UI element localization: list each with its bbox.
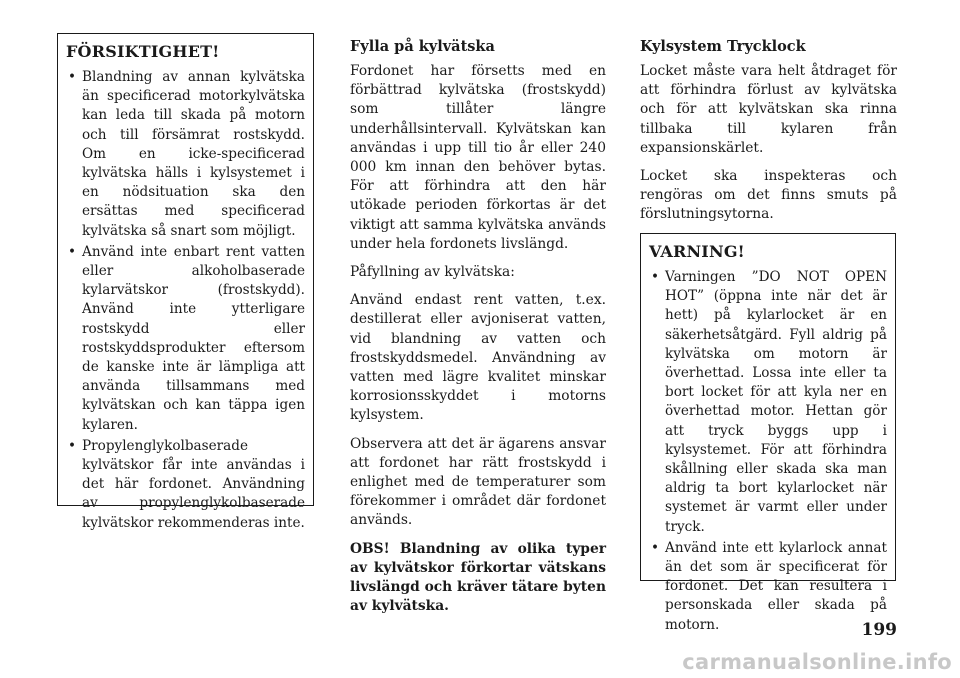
warning-item: • Varningen ”DO NOT OPEN HOT” (öppna inte när det är hett) på kylarlocket är en säkerhetsåtgärd. Fyll aldrig på kylvätska om motorn är överhettad. Lossa inte eller ta bort locket för att kyla ner en överhettad motor. Hettan gör att tryck byggs upp i kylsystemet. För att förhindra skållning eller skada ska man aldrig ta bort kylarlocket när systemet är varmt eller under tryck. <box>649 268 887 537</box>
paragraph: Observera att det är ägarens ansvar att fordonet har rätt frostskydd i enlighet med de temperaturer som förekommer i området där fordonet används. <box>350 435 606 529</box>
caution-list <box>66 68 305 533</box>
caution-box <box>57 33 314 531</box>
watermark: carmanualsonline.info <box>682 650 952 674</box>
caution-title: FÖRSIKTIGHET! <box>66 42 220 61</box>
paragraph: Locket måste vara helt åtdraget för att förhindra förlust av kylvätska och för att kylvätskan ska rinna tillbaka till kylaren från expansionskärlet. <box>640 63 897 156</box>
warning-item: • Använd inte ett kylarlock annat än det som är specificerat för fordonet. Det kan resultera i personskada eller skada på motorn. <box>649 539 887 635</box>
page-number: 199 <box>861 620 897 640</box>
warning-list <box>649 268 887 635</box>
warning-title: VARNING! <box>649 242 745 261</box>
note-paragraph: OBS! Blandning av olika typer av kylvätskor förkortar vätskans livslängd och kräver tätare byten av kylvätska. <box>350 540 606 615</box>
caution-item: • Propylenglykolbaserade kylvätskor får inte användas i det här fordonet. Användning av propylenglykolbaserade kylvätskor rekommenderas inte. <box>66 437 305 533</box>
paragraph: Använd endast rent vatten, t.ex. destillerat eller avjoniserat vatten, vid blandning av vatten och frostskyddsmedel. Användning av vatten med lägre kvalitet minskar korrosionsskyddet i motorns kylsystem. <box>350 292 606 424</box>
paragraph: Fordonet har försetts med en förbättrad kylvätska (frostskydd) som tillåter längre underhållsintervall. Kylvätskan kan användas i upp till tio år eller 240 000 km innan den behöver bytas. För att förhindra att den här utökade perioden förkortas är det viktigt att samma kylvätska används under hela fordonets livslängd. <box>350 63 606 252</box>
coolant-fill-section <box>350 37 606 625</box>
pressure-cap-section <box>640 37 897 234</box>
paragraph: Påfyllning av kylvätska: <box>350 264 515 281</box>
coolant-fill-heading: Fylla på kylvätska <box>350 38 495 55</box>
caution-item: • Blandning av annan kylvätska än specificerad motorkylvätska kan leda till skada på motorn och till försämrat rostskydd. Om en icke-specificerad kylvätska hälls i kylsystemet i en nödsituation ska den ersättas med specificerad kylvätska så snart som möjligt. <box>66 68 305 241</box>
pressure-cap-heading: Kylsystem Trycklock <box>640 38 806 55</box>
caution-item: • Använd inte enbart rent vatten eller alkoholbaserade kylarvätskor (frostskydd). Använd inte ytterligare rostskydd eller rostskyddsprodukter eftersom de kanske inte är lämpliga att använda tillsammans med kylvätskan och kan täppa igen kylaren. <box>66 243 305 435</box>
paragraph: Locket ska inspekteras och rengöras om det finns smuts på förslutningsytorna. <box>640 168 897 223</box>
